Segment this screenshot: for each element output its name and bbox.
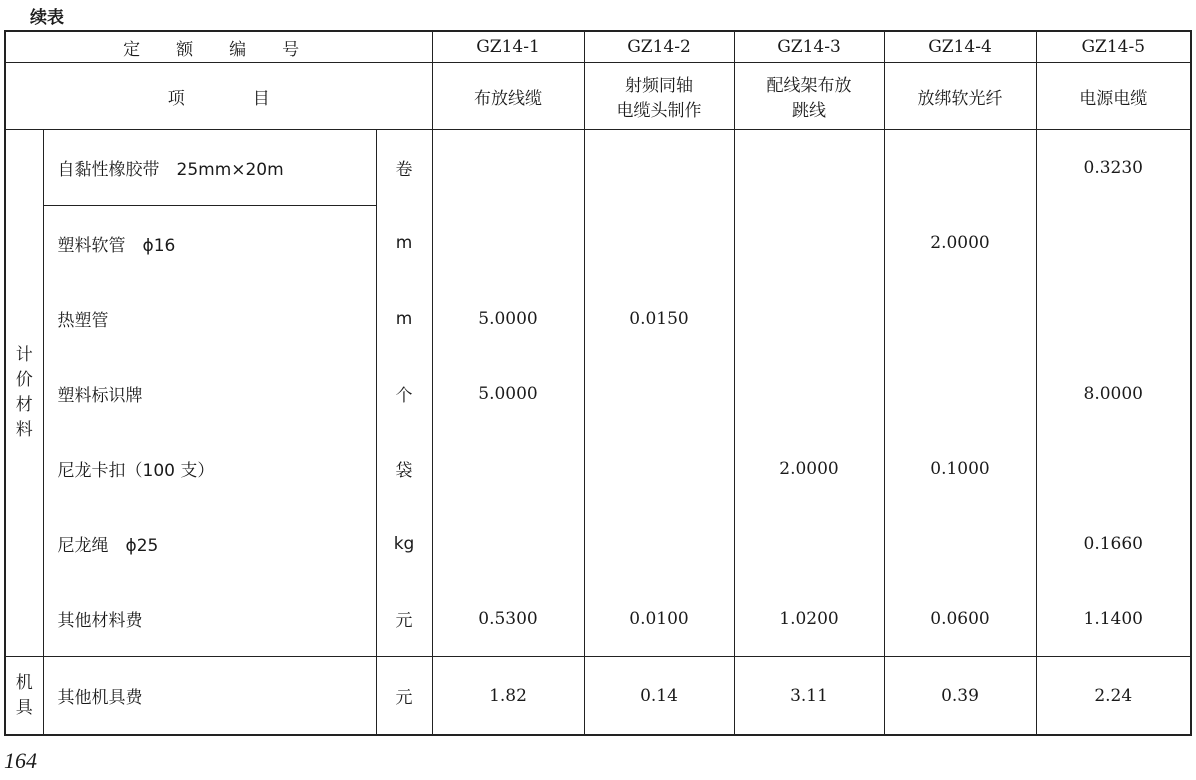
item-name-row	[5, 63, 1191, 130]
material-row	[5, 281, 1191, 356]
material-value	[734, 206, 884, 282]
item-name-cell: 布放线缆	[432, 63, 584, 130]
material-value: 0.0600	[884, 581, 1036, 657]
table-caption: 续表	[30, 8, 64, 28]
item-label: 项 目	[5, 63, 432, 130]
quota-code-label: 定 额 编 号	[5, 31, 432, 63]
material-unit: 袋	[376, 431, 432, 506]
material-value: 5.0000	[432, 356, 584, 431]
quota-code-cell: GZ14-3	[734, 31, 884, 63]
machinery-value: 1.82	[432, 657, 584, 736]
materials-group-label: 计 价 材 料	[5, 130, 43, 657]
material-unit: m	[376, 206, 432, 282]
item-name-cell: 配线架布放 跳线	[734, 63, 884, 130]
material-value	[432, 506, 584, 581]
quota-code-cell: GZ14-1	[432, 31, 584, 63]
machinery-value: 3.11	[734, 657, 884, 736]
material-unit: 卷	[376, 130, 432, 206]
material-value	[584, 356, 734, 431]
material-name: 塑料标识牌	[43, 356, 376, 431]
material-value: 0.1000	[884, 431, 1036, 506]
material-unit: m	[376, 281, 432, 356]
material-row	[5, 206, 1191, 282]
material-name: 自黏性橡胶带 25mm×20m	[43, 130, 376, 206]
item-name-cell: 电源电缆	[1036, 63, 1191, 130]
material-value	[584, 130, 734, 206]
material-value	[584, 206, 734, 282]
material-value: 2.0000	[734, 431, 884, 506]
material-name: 热塑管	[43, 281, 376, 356]
item-name-cell: 放绑软光纤	[884, 63, 1036, 130]
material-value: 0.1660	[1036, 506, 1191, 581]
material-value	[584, 506, 734, 581]
material-name: 尼龙卡扣（100 支）	[43, 431, 376, 506]
material-value: 8.0000	[1036, 356, 1191, 431]
material-value	[1036, 281, 1191, 356]
material-value	[1036, 431, 1191, 506]
material-row	[5, 506, 1191, 581]
material-value	[584, 431, 734, 506]
material-value: 0.0100	[584, 581, 734, 657]
material-value: 1.0200	[734, 581, 884, 657]
machinery-value: 0.14	[584, 657, 734, 736]
quota-code-row	[5, 31, 1191, 63]
material-value	[1036, 206, 1191, 282]
machinery-group-label: 机 具	[5, 657, 43, 736]
quota-table	[4, 30, 1192, 736]
material-value	[884, 281, 1036, 356]
material-unit: 元	[376, 581, 432, 657]
item-name-cell: 射频同轴 电缆头制作	[584, 63, 734, 130]
quota-code-cell: GZ14-4	[884, 31, 1036, 63]
material-value	[884, 506, 1036, 581]
material-value: 2.0000	[884, 206, 1036, 282]
machinery-name: 其他机具费	[43, 657, 376, 736]
material-name: 其他材料费	[43, 581, 376, 657]
quota-code-cell: GZ14-2	[584, 31, 734, 63]
machinery-row	[5, 657, 1191, 736]
material-value	[432, 431, 584, 506]
material-unit: kg	[376, 506, 432, 581]
material-value: 1.1400	[1036, 581, 1191, 657]
material-value	[734, 506, 884, 581]
material-value	[432, 130, 584, 206]
material-value: 0.0150	[584, 281, 734, 356]
material-row	[5, 431, 1191, 506]
material-unit: 个	[376, 356, 432, 431]
material-value	[734, 356, 884, 431]
material-row	[5, 356, 1191, 431]
machinery-unit: 元	[376, 657, 432, 736]
material-value: 5.0000	[432, 281, 584, 356]
machinery-value: 0.39	[884, 657, 1036, 736]
material-name: 塑料软管 ϕ16	[43, 206, 376, 282]
material-value	[432, 206, 584, 282]
material-name: 尼龙绳 ϕ25	[43, 506, 376, 581]
page-number: 164	[4, 748, 37, 773]
material-row	[5, 581, 1191, 657]
material-value: 0.5300	[432, 581, 584, 657]
quota-code-cell: GZ14-5	[1036, 31, 1191, 63]
material-value: 0.3230	[1036, 130, 1191, 206]
material-value	[884, 356, 1036, 431]
material-value	[734, 130, 884, 206]
material-value	[734, 281, 884, 356]
machinery-value: 2.24	[1036, 657, 1191, 736]
material-value	[884, 130, 1036, 206]
material-row	[5, 130, 1191, 206]
